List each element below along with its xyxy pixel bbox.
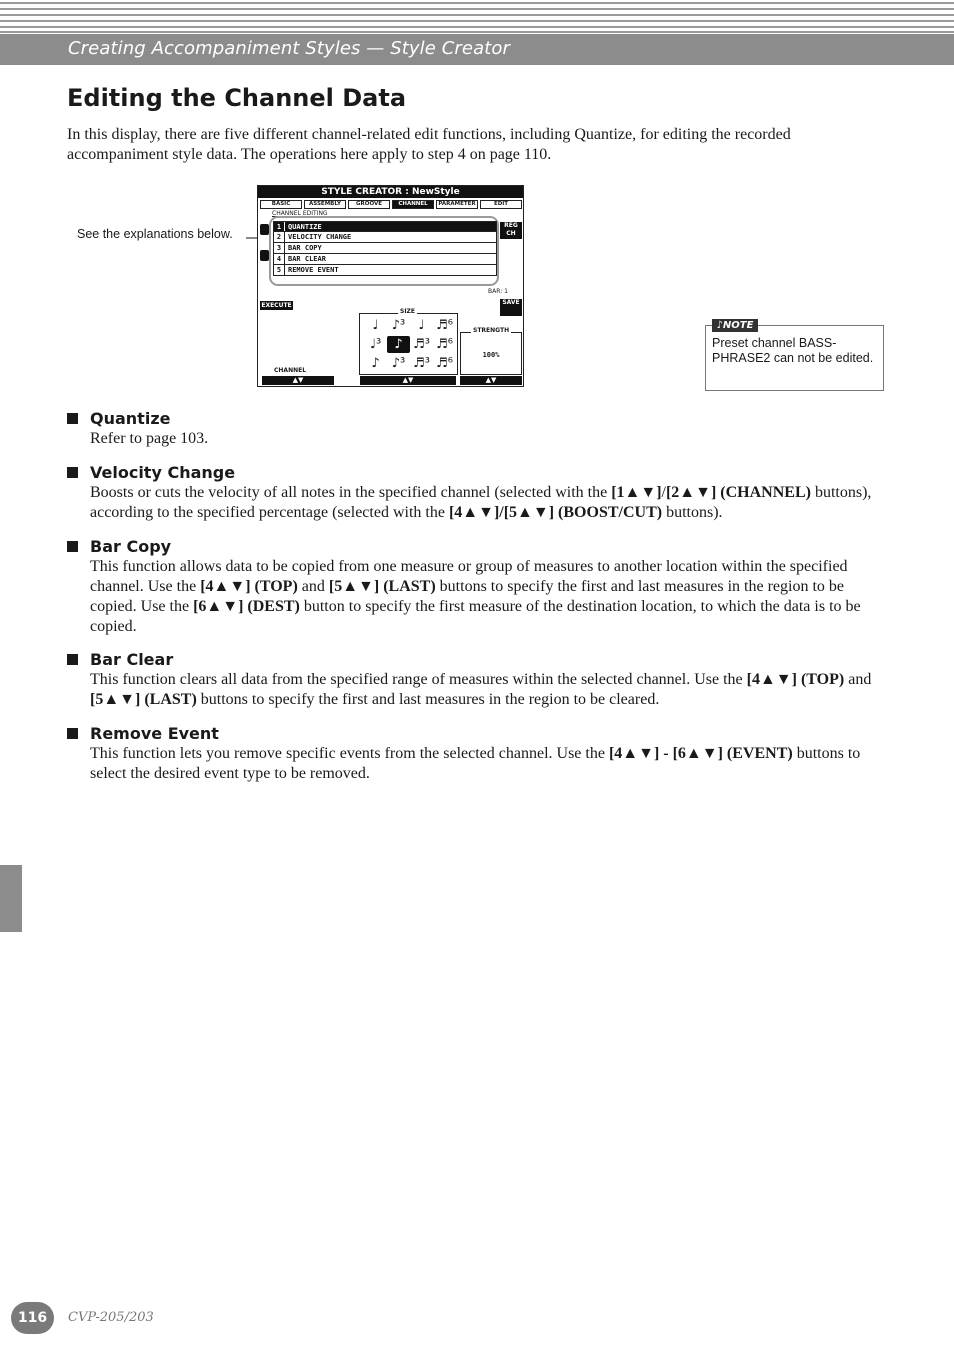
lcd-screenshot: [257, 185, 524, 387]
strength-value: 100%: [482, 351, 500, 359]
section-bar-copy: [67, 535, 887, 637]
note-size-option[interactable]: ♬³: [413, 337, 430, 352]
section-body: This function clears all data from the specified range of measures within the selected channel. Use the [4▲▼] (TOP) and [5▲▼] (LAST) buttons to specify the first and last measures in the region to be cleared.: [90, 671, 872, 708]
section-bar-clear: [67, 648, 887, 710]
page-number: 116: [11, 1302, 54, 1334]
note-size-option[interactable]: ♬⁶: [436, 337, 453, 352]
bullet-square-icon: [67, 413, 78, 424]
screen-title: STYLE CREATOR : NewStyle: [258, 186, 523, 198]
note-size-grid: [364, 317, 456, 372]
reg-ch-button[interactable]: REG CH: [500, 222, 522, 239]
section-title: Bar Clear: [90, 649, 174, 669]
section-title: Quantize: [90, 408, 171, 428]
section-velocity-change: [67, 461, 887, 523]
section-title: Bar Copy: [90, 536, 172, 556]
strength-label: STRENGTH: [473, 327, 510, 334]
strength-panel: [460, 327, 522, 375]
save-button[interactable]: SAVE: [500, 299, 522, 316]
note-size-option[interactable]: ♪: [371, 356, 380, 371]
header-stripes: [0, 0, 954, 34]
section-body: This function lets you remove specific events from the selected channel. Use the [4▲▼] - [6▲▼] (EVENT) buttons to select the desired event type to be removed.: [90, 745, 861, 782]
side-button-a[interactable]: [260, 224, 269, 235]
tab-channel[interactable]: CHANNEL: [392, 200, 434, 209]
note-tag: ♪NOTE: [712, 319, 758, 332]
menu-item-bar-clear[interactable]: 4 BAR CLEAR: [273, 254, 497, 265]
channel-label: CHANNEL: [274, 367, 307, 374]
note-size-option[interactable]: ♬⁶: [436, 318, 453, 333]
section-body: Boosts or cuts the velocity of all notes in the specified channel (selected with the [1▲▼]/[2▲▼] (CHANNEL) buttons), according to the specified percentage (selected with the [4▲▼]/[5▲▼] (BOOST/CUT) buttons).: [90, 484, 872, 521]
note-size-option[interactable]: ♩: [418, 318, 425, 333]
screen-tabs: [260, 200, 522, 210]
size-arrow-button[interactable]: ▲▼: [360, 376, 456, 385]
strength-arrow-button[interactable]: ▲▼: [460, 376, 522, 385]
menu-item-bar-copy[interactable]: 3 BAR COPY: [273, 243, 497, 254]
size-label: SIZE: [400, 308, 416, 315]
chapter-title: Creating Accompaniment Styles — Style Creator: [68, 38, 511, 59]
tab-groove[interactable]: GROOVE: [348, 200, 390, 209]
menu-item-velocity-change[interactable]: 2 VELOCITY CHANGE: [273, 232, 497, 243]
execute-button[interactable]: EXECUTE: [261, 302, 292, 309]
page-heading: Editing the Channel Data: [67, 84, 407, 112]
note-size-option-selected[interactable]: ♪: [387, 336, 410, 353]
tab-parameter[interactable]: PARAMETER: [436, 200, 478, 209]
section-title: Remove Event: [90, 723, 219, 743]
note-size-option[interactable]: ♩: [372, 318, 379, 333]
section-body: This function allows data to be copied from one measure or group of measures to another location within the specified channel. Use the [4▲▼] (TOP) and [5▲▼] (LAST) buttons to specify the first and last measures in the region to be copied. Use the [6▲▼] (DEST) button to specify the first measure of the destination location, to which the data is to be copied.: [90, 558, 861, 635]
chapter-side-tab: [0, 865, 22, 932]
menu-item-quantize[interactable]: 1 QUANTIZE: [273, 221, 497, 232]
note-text: Preset channel BASS-PHRASE2 can not be edited.: [712, 336, 874, 365]
bullet-square-icon: [67, 728, 78, 739]
channel-editing-label: CHANNEL EDITING: [272, 210, 328, 217]
tab-assembly[interactable]: ASSEMBLY: [304, 200, 346, 209]
note-size-option[interactable]: ♪³: [391, 356, 406, 371]
note-size-option[interactable]: ♩³: [369, 337, 382, 352]
edit-function-menu: [273, 221, 497, 276]
side-button-b[interactable]: [260, 250, 269, 261]
tab-edit[interactable]: EDIT: [480, 200, 522, 209]
intro-paragraph: In this display, there are five different channel-related edit functions, including Quantize, for editing the recorded accompaniment style data. The operations here apply to step 4 on page 110.: [67, 126, 791, 163]
section-quantize: [67, 407, 887, 449]
bar-indicator: BAR: 1: [488, 288, 508, 295]
size-panel: [359, 308, 458, 375]
bullet-square-icon: [67, 467, 78, 478]
section-remove-event: [67, 722, 887, 784]
section-title: Velocity Change: [90, 462, 236, 482]
section-body: Refer to page 103.: [90, 430, 209, 447]
note-size-option[interactable]: ♬⁶: [436, 356, 453, 371]
note-size-option[interactable]: ♪³: [391, 318, 406, 333]
bullet-square-icon: [67, 654, 78, 665]
menu-item-remove-event[interactable]: 5 REMOVE EVENT: [273, 265, 497, 276]
callout-label: See the explanations below.: [77, 227, 233, 241]
model-name: CVP-205/203: [68, 1310, 154, 1325]
note-size-option[interactable]: ♬³: [413, 356, 430, 371]
tab-basic[interactable]: BASIC: [260, 200, 302, 209]
channel-arrow-button[interactable]: ▲▼: [262, 376, 334, 385]
bullet-square-icon: [67, 541, 78, 552]
